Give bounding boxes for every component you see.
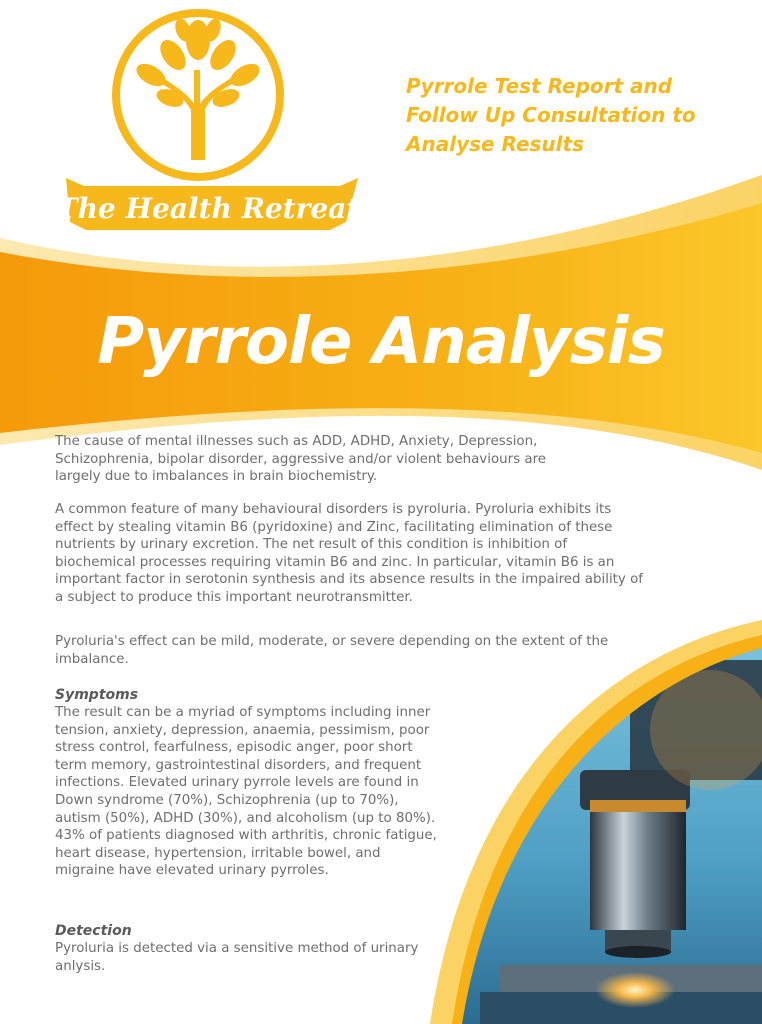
detection-text: Pyroluria is detected via a sensitive method of urinary anlysis. (55, 941, 419, 974)
intro-paragraph-3: Pyroluria's effect can be mild, moderate, or severe depending on the extent of the imbalance. (55, 634, 609, 667)
report-title-line-1: Pyrrole Test Report and (406, 74, 673, 98)
health-retreat-logo (48, 0, 368, 250)
symptoms-text: The result can be a myriad of symptoms including inner tension, anxiety, depression, anaemia, pessimism, poor stress control, fearfulness, episodic anger, poor short term memory, gastrointestinal disorders, and frequent infections. Elevated urinary pyrrole levels are found in Down syndrome (70%), Schizophrenia (up to 70%), autism (50%), ADHD (30%), and alcoholism (up to 80%). 43% of patients diagnosed with arthritis, chronic fatigue, heart disease, hypertension, irritable bowel, and migraine have elevated urinary pyrroles. (55, 705, 437, 879)
logo-text: The Health Retreat (56, 192, 360, 225)
report-title-line-3: Analyse Results (406, 132, 584, 156)
symptoms-heading: Symptoms (55, 687, 139, 703)
tree-icon (133, 16, 264, 160)
report-title-line-2: Follow Up Consultation to (406, 103, 696, 127)
detection-heading: Detection (55, 923, 132, 939)
intro-paragraph-1: The cause of mental illnesses such as ADD, ADHD, Anxiety, Depression, Schizophrenia, bipolar disorder, aggressive and/or violent behaviours are largely due to imbalances in brain biochemistry. (55, 434, 547, 485)
microscope-image (440, 620, 762, 1024)
banner-title: Pyrrole Analysis (97, 305, 665, 379)
intro-paragraph-2: A common feature of many behavioural disorders is pyroluria. Pyroluria exhibits its effect by stealing vitamin B6 (pyridoxine) and Zinc, facilitating elimination of these nutrients by urinary excretion. The net result of this condition is inhibition of biochemical processes requiring vitamin B6 and zinc. In particular, vitamin B6 is an important factor in serotonin synthesis and its absence results in the impaired ability of a subject to produce this important neurotransmitter. (55, 502, 643, 605)
report-title (406, 72, 736, 159)
